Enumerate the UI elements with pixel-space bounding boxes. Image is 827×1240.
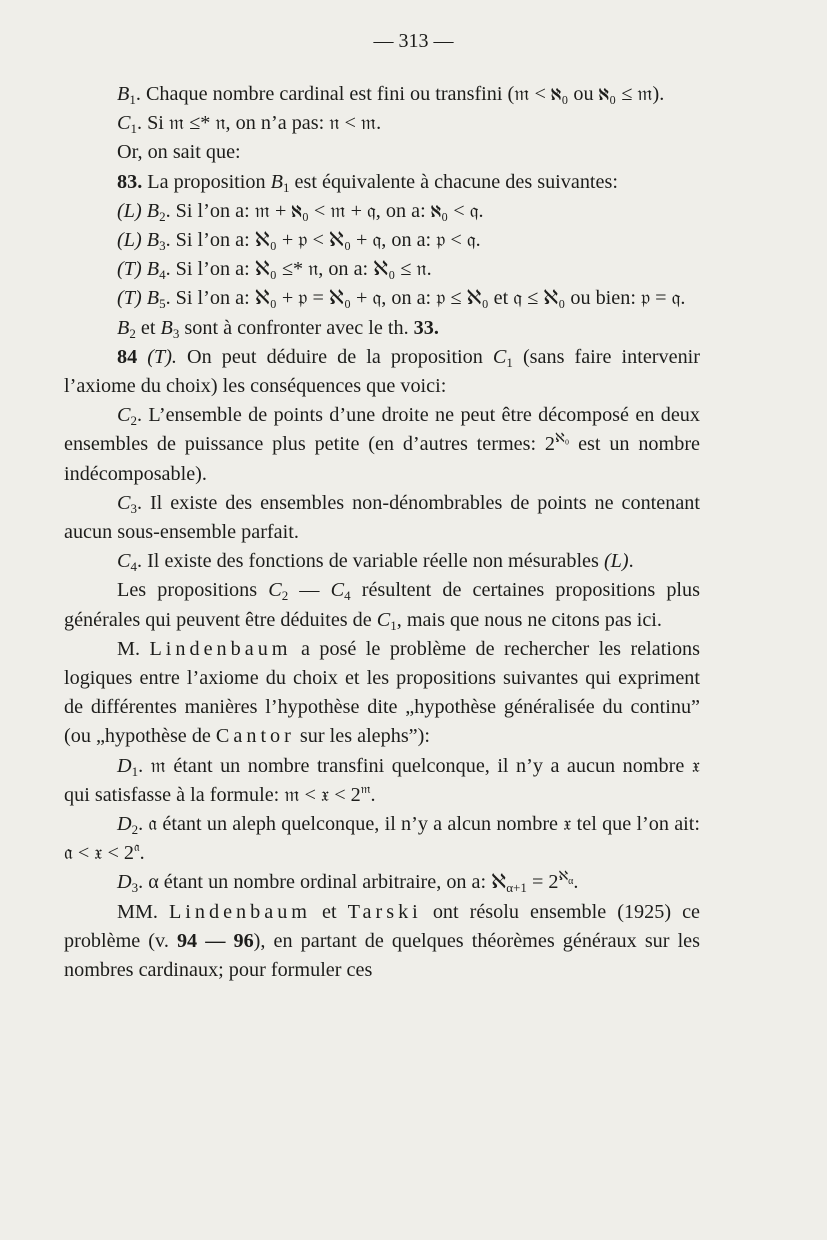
proposition-c1: $C_1$. Si 𝔪 ≤* 𝔫, on n’a pas: 𝔫 < 𝔪. xyxy=(117,112,382,137)
proposition-d1: $D_1$. 𝔪 étant un nombre transfini quelconque, il n’y a aucun nombre 𝔵 qui satisfasse à la formule: 𝔪 < 𝔵 < $2^𝔪$. xyxy=(64,754,700,806)
proposition-c2: $C_2$. L’ensemble de points d’une droite ne peut être décomposé en deux ensembles de puissance plus petite (en d’autres termes: $2^{ℵ_0}$ est un nombre indécomposable). xyxy=(64,404,701,485)
section-83: 83. La proposition $B_1$ est équivalente à chacune des suivantes: xyxy=(117,170,618,195)
proposition-c3: $C_3$. Il existe des ensembles non-dénombrables de points ne contenant aucun sous-ensemble parfait. xyxy=(64,491,700,544)
proposition-b2: (L) $B_2$. Si l’on a: 𝔪 + ℵ₀ < 𝔪 + 𝔮, on a: ℵ₀ < 𝔮. xyxy=(117,199,484,224)
proposition-b4: (T) $B_4$. Si l’on a: ℵ₀ ≤* 𝔫, on a: ℵ₀ ≤ 𝔫. xyxy=(117,258,432,283)
proposition-b5: (T) $B_5$. Si l’on a: ℵ₀ + 𝔭 = ℵ₀ + 𝔮, on a: 𝔭 ≤ ℵ₀ et 𝔮 ≤ ℵ₀ ou bien: 𝔭 = 𝔮. xyxy=(117,287,686,312)
proposition-c4: $C_4$. Il existe des fonctions de variable réelle non mésurables (L). xyxy=(117,550,634,575)
page-number: — 313 — xyxy=(373,30,454,52)
author-name: Tarski xyxy=(347,900,422,923)
author-name: Lindenbaum xyxy=(168,900,312,923)
proposition-b3: (L) $B_3$. Si l’on a: ℵ₀ + 𝔭 < ℵ₀ + 𝔮, on a: 𝔭 < 𝔮. xyxy=(117,229,481,254)
proposition-d2: $D_2$. 𝔞 étant un aleph quelconque, il n’y a alcun nombre 𝔵 tel que l’on ait: 𝔞 < 𝔵 < $2^𝔞$. xyxy=(64,813,700,865)
author-name: Cantor xyxy=(215,725,295,748)
lindenbaum-paragraph: M. Lindenbaum a posé le problème de rechercher les relations logiques entre l’axiome du choix et les propositions suivantes qui expriment de différentes manières l’hypothèse dite „hypothèse généralisée du continu” (ou „hypothèse de Cantor sur les alephs”): xyxy=(64,637,700,748)
page-body xyxy=(64,80,700,985)
author-name: Lindenbaum xyxy=(149,637,292,660)
b2-b3-remark: $B_2$ et $B_3$ sont à confronter avec le th. 33. xyxy=(117,316,439,341)
proposition-d3: $D_3$. α étant un nombre ordinal arbitraire, on a: ℵ$_{\alpha+1}$ = $2^{ℵ_\alpha}$. xyxy=(117,868,579,896)
proposition-b1: $B_1$. Chaque nombre cardinal est fini ou transfini (𝔪 < ℵ₀ ou ℵ₀ ≤ 𝔪). xyxy=(117,83,665,107)
section-84: 84 (T). On peut déduire de la proposition $C_1$ (sans faire intervenir l’axiome du choix) les conséquences que voici: xyxy=(64,345,700,398)
propositions-remark: Les propositions $C_2$ — $C_4$ résultent de certaines propositions plus générales qui peuvent être déduites de $C_1$, mais que nous ne citons pas ici. xyxy=(64,579,700,633)
final-paragraph: MM. Lindenbaum et Tarski ont résolu ensemble (1925) ce problème (v. 94 — 96), en partant de quelques théorèmes généraux sur les nombres cardinaux; pour formuler ces xyxy=(64,900,700,982)
or-line: Or, on sait que: xyxy=(117,141,241,164)
